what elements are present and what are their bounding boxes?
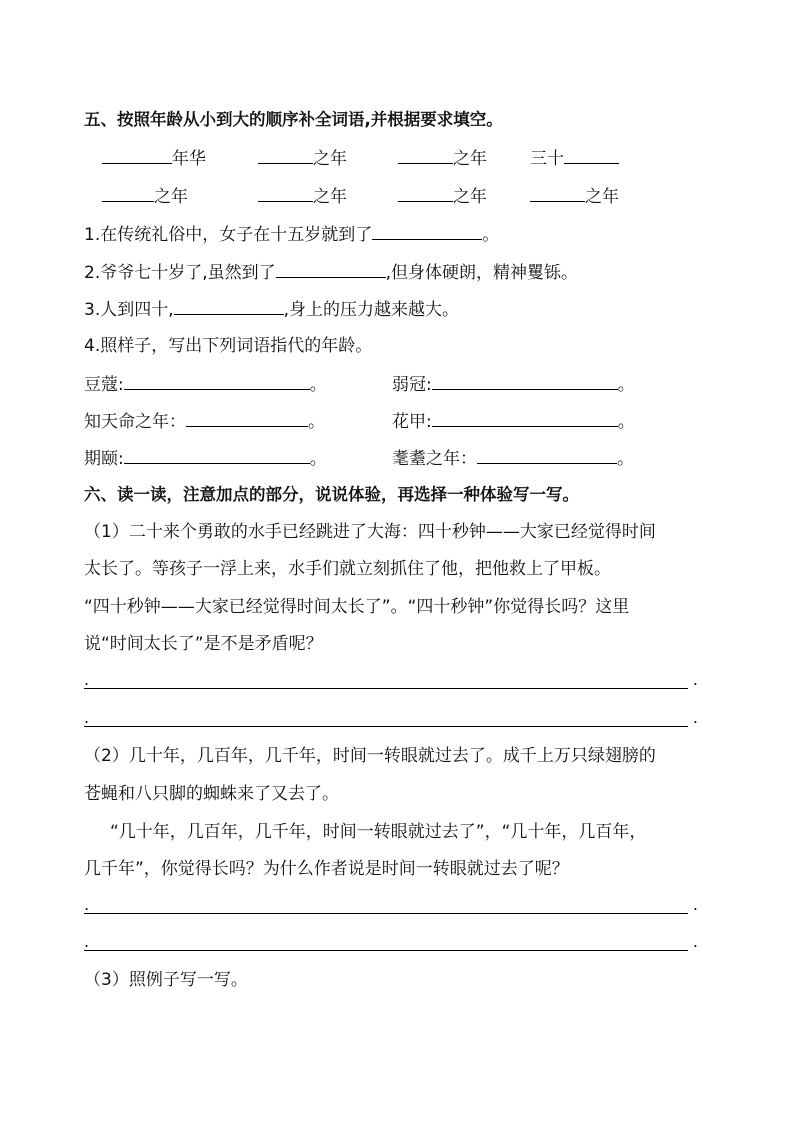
age-word: 之年 [585,187,619,207]
term-label: 花甲: [392,412,432,432]
question-end: ,但身体硬朗，精神矍铄。 [385,263,579,283]
question-text: 3.人到四十, [84,300,174,320]
term-label: 豆蔻: [84,375,124,395]
answer-rule [84,913,688,914]
question-end: 。 [482,225,500,245]
question-text: 2.爷爷七十岁了,虽然到了 [84,263,276,283]
passage-2-line: 苍蝇和八只脚的蜘蛛来了又去了。 [84,784,339,804]
fill-blank[interactable] [398,146,453,164]
term-end: 。 [309,449,327,469]
answer-dot: . [84,932,90,951]
term-end: 。 [617,412,635,432]
age-blank-item[interactable] [102,184,188,208]
passage-2-question: 几千年”，你觉得长吗？为什么作者说是时间一转眼就过去了呢？ [84,859,569,879]
age-blank-item[interactable] [398,184,487,208]
term-label: 耄耋之年： [392,449,477,469]
age-term [392,446,634,470]
passage-2-line: （2）几十年，几百年，几千年，时间一转眼就过去了。成千上万只绿翅膀的 [84,746,656,766]
answer-rule [84,688,688,689]
answer-rule [84,726,688,727]
answer-line[interactable] [84,932,698,952]
term-end: 。 [308,412,325,432]
fill-blank[interactable] [124,372,310,390]
fill-blank[interactable] [432,409,618,427]
age-blank-item[interactable] [258,184,347,208]
age-term [84,372,327,396]
fill-blank[interactable] [124,446,310,464]
passage-2-question: “几十年，几百年，几千年，时间一转眼就过去了”，“几十年，几百年， [110,822,647,842]
answer-dot: . [692,708,698,727]
age-word: 三十 [530,149,564,169]
age-blank-item[interactable] [258,146,347,170]
question-end: ,身上的压力越来越大。 [283,300,460,320]
age-blank-item[interactable] [102,146,206,170]
age-word: 之年 [453,187,487,207]
age-blank-item[interactable] [530,184,619,208]
age-word: 年华 [172,149,206,169]
fill-blank[interactable] [102,146,172,164]
fill-blank[interactable] [477,446,617,464]
answer-line[interactable] [84,708,698,728]
passage-3-heading: （3）照例子写一写。 [84,970,248,990]
fill-blank[interactable] [102,184,154,202]
fill-blank[interactable] [276,260,386,278]
fill-blank[interactable] [432,372,618,390]
answer-dot: . [692,932,698,951]
answer-dot: . [692,670,698,689]
question-3 [84,297,459,321]
answer-line[interactable] [84,895,698,915]
term-label: 知天命之年： [84,412,186,432]
age-term [392,409,635,433]
passage-1-line: 太长了。等孩子一浮上来，水手们就立刻抓住了他，把他救上了甲板。 [84,559,611,579]
answer-rule [84,950,688,951]
age-term [84,446,327,470]
question-4: 4.照样子，写出下列词语指代的年龄。 [84,336,373,356]
answer-line[interactable] [84,670,698,690]
fill-blank[interactable] [530,184,585,202]
answer-dot: . [84,670,90,689]
fill-blank[interactable] [372,222,482,240]
answer-dot: . [84,895,90,914]
question-1 [84,222,499,246]
section5-heading: 五、按照年龄从小到大的顺序补全词语,并根据要求填空。 [84,110,503,129]
fill-blank[interactable] [258,184,313,202]
age-blank-item[interactable] [530,146,619,170]
age-term [392,372,635,396]
age-word: 之年 [313,149,347,169]
passage-1-line: （1）二十来个勇敢的水手已经跳进了大海：四十秒钟——大家已经觉得时间 [84,522,656,542]
term-end: 。 [617,449,634,469]
section6-heading: 六、读一读，注意加点的部分，说说体验，再选择一种体验写一写。 [84,485,579,504]
passage-1-question: 说“时间太长了”是不是矛盾呢？ [84,634,323,654]
age-word: 之年 [154,187,188,207]
term-label: 期颐: [84,449,124,469]
fill-blank[interactable] [174,297,284,315]
answer-dot: . [84,708,90,727]
term-label: 弱冠: [392,375,432,395]
term-end: 。 [309,375,327,395]
fill-blank[interactable] [186,409,308,427]
age-term [84,409,325,433]
age-word: 之年 [313,187,347,207]
question-text: 1.在传统礼俗中，女子在十五岁就到了 [84,225,373,245]
fill-blank[interactable] [564,146,619,164]
fill-blank[interactable] [258,146,313,164]
passage-1-question: “四十秒钟——大家已经觉得时间太长了”。“四十秒钟”你觉得长吗？这里 [84,597,630,617]
age-word: 之年 [453,149,487,169]
question-2 [84,260,578,284]
fill-blank[interactable] [398,184,453,202]
age-blank-item[interactable] [398,146,487,170]
term-end: 。 [617,375,635,395]
answer-dot: . [692,895,698,914]
